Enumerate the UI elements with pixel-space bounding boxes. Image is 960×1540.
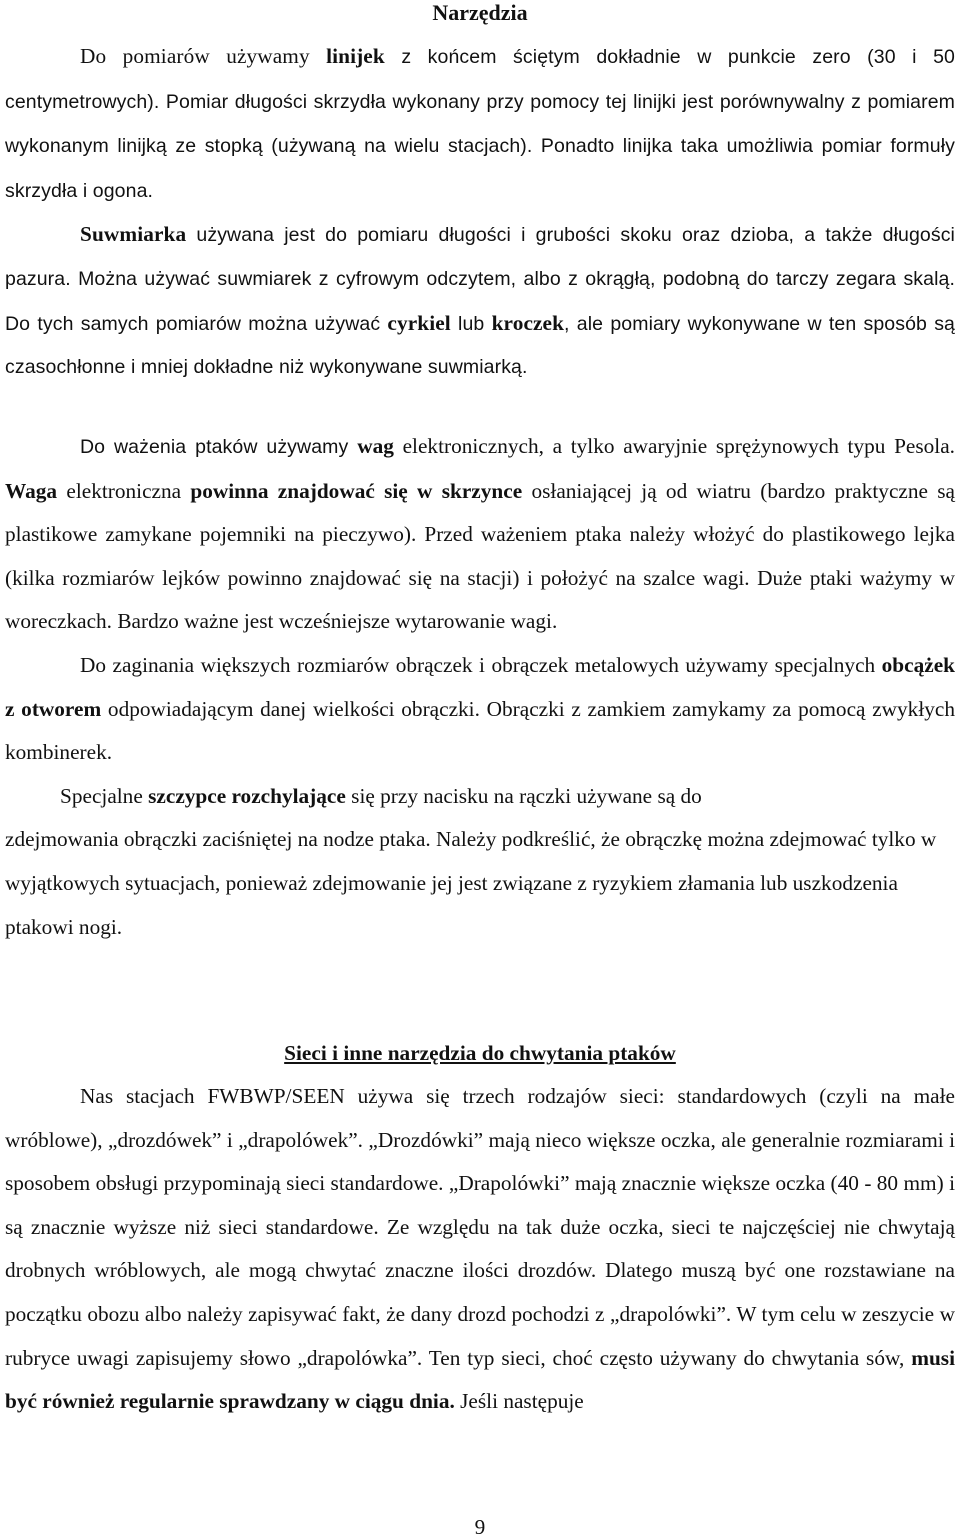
text-run: osłaniającej ją od wiatru (bardzo praktyczne są plastikowe zamykane pojemniki na pieczywo). Przed ważeniem ptaka należy włożyć do plastikowego lejka (kilka rozmiarów lejków powinno znajdować się na stacji) i położyć na szalce wagi. Duże ptaki ważymy w woreczkach. Bardzo ważne jest wcześniejsze wytarowanie wagi. bbox=[5, 478, 955, 634]
text-run: lub bbox=[450, 312, 492, 335]
section-title-nets: Sieci i inne narzędzia do chwytania ptaków bbox=[284, 1041, 676, 1065]
paragraph-rulers bbox=[5, 35, 955, 213]
text-run: elektroniczna bbox=[57, 478, 191, 503]
paragraph-nets bbox=[5, 1075, 955, 1424]
text-run: odpowiadającym danej wielkości obrączki. Obrączki z zamkiem zamykamy za pomocą zwykłych kombinerek. bbox=[5, 696, 955, 765]
term-scales: wag bbox=[357, 434, 394, 458]
term-divider: kroczek bbox=[491, 310, 565, 335]
term-ring-opener: szczypce rozchylające bbox=[148, 783, 346, 808]
text-run: Do pomiarów używamy bbox=[80, 44, 327, 68]
text-run: Jeśli następuje bbox=[454, 1389, 584, 1414]
term-pliers: obcążek z otworem bbox=[5, 652, 955, 721]
term-scale: Waga bbox=[5, 478, 58, 503]
paragraph-ring-opener-cont bbox=[5, 818, 955, 949]
text-run: Specjalne bbox=[60, 783, 149, 808]
section-title-tools: Narzędzia bbox=[432, 0, 528, 25]
paragraph-caliper bbox=[5, 213, 955, 389]
text-run: Nas stacjach FWBWP/SEEN używa się trzech rodzajów sieci: standardowych (czyli na małe wróblowe), „drozdówek” i „drapolówek”. „Drozdówki” mają nieco większe oczka, ale generalnie rozmiarami i sposobem obsługi przypominają sieci standardowe. „Drapolówki” mają znacznie większe oczka (40 - 80 mm) i są znacznie wyższe niż sieci standardowe. Ze względu na tak duże oczka, sieci te najczęściej nie chwytają drobnych wróblowych, ale mogą chwytać znaczne ilości drozdów. Dlatego muszą być one rozstawiane na początku obozu albo należy zapisywać fakt, że dany drozd pochodzi z „drapolówki”. W tym celu w zeszycie w rubryce uwagi zapisujemy słowo „drapolówka”. Ten typ sieci, choć często używany do chwytania sów, bbox=[5, 1084, 955, 1370]
text-run: Do zaginania większych rozmiarów obrączek i obrączek metalowych używamy specjalnych bbox=[80, 652, 882, 677]
tools-text-block bbox=[5, 35, 955, 390]
term-must-check: musi być również regularnie sprawdzany w ciągu dnia. bbox=[5, 1345, 955, 1414]
term-rulers: linijek bbox=[326, 44, 385, 68]
paragraph-pliers bbox=[5, 644, 955, 775]
text-run: elektronicznych, a tylko awaryjnie sprężynowych typu Pesola. bbox=[393, 434, 955, 458]
term-compass: cyrkiel bbox=[387, 310, 451, 335]
text-run: Do ważenia ptaków używamy bbox=[80, 436, 358, 458]
tools-text-block-2 bbox=[5, 425, 955, 949]
text-run: zdejmowania obrączki zaciśniętej na nodze ptaka. Należy podkreślić, że obrączkę można zdejmować tylko w wyjątkowych sytuacjach, ponieważ zdejmowanie jej jest związane z ryzykiem złamania lub uszkodzenia ptakowi nogi. bbox=[5, 827, 937, 939]
page-number: 9 bbox=[474, 1515, 486, 1539]
text-run: się przy nacisku na rączki używane są do bbox=[345, 783, 702, 808]
text-run: używana jest do pomiaru długości i grubości skoku oraz dzioba, a także długości pazura. Można używać suwmiarek z cyfrowym odczytem, albo z okrągłą, podobną do tarczy zegara skalą. Do tych samych pomiarów można używać bbox=[5, 224, 955, 335]
nets-text-block bbox=[5, 1075, 955, 1424]
paragraph-ring-opener bbox=[5, 775, 955, 819]
text-run: , ale pomiary wykonywane w ten sposób są czasochłonne i mniej dokładne niż wykonywane suwmiarką. bbox=[5, 312, 956, 379]
term-caliper: Suwmiarka bbox=[80, 222, 187, 247]
text-run: z końcem ściętym dokładnie w punkcie zero (30 i 50 centymetrowych). Pomiar długości skrzydła wykonany przy pomocy tej linijki jest porównywalny z pomiarem wykonanym linijką ze stopką (używaną na wielu stacjach). Ponadto linijka taka umożliwia pomiar formuły skrzydła i ogona. bbox=[5, 46, 956, 202]
paragraph-scales bbox=[5, 425, 955, 644]
term-box: powinna znajdować się w skrzynce bbox=[190, 478, 523, 503]
